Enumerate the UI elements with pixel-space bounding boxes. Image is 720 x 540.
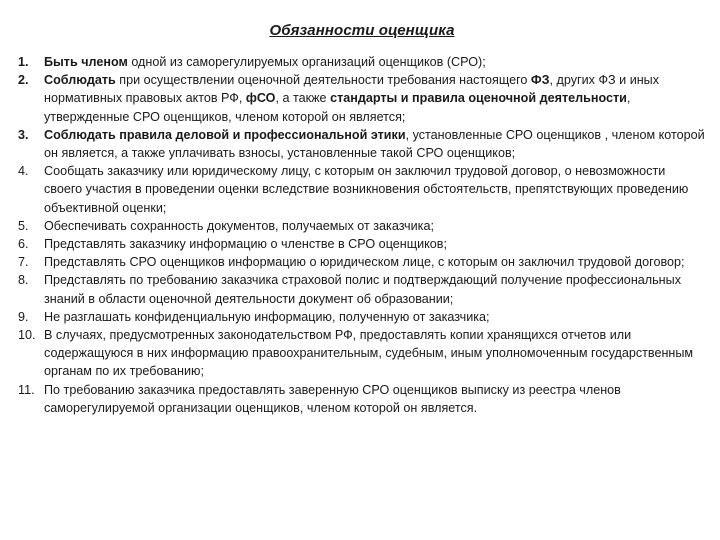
- list-item-number: 8.: [18, 273, 29, 288]
- list-item-text: Не разглашать конфиденциальную информацию, полученную от заказчика;: [44, 309, 490, 324]
- list-item-text: Представлять заказчику информацию о членстве в СРО оценщиков;: [44, 237, 447, 252]
- list-item-text: при осуществлении оценочной деятельности требования настоящего: [115, 73, 531, 88]
- list-item: [18, 162, 706, 217]
- list-item-text: Сообщать заказчику или юридическому лицу, с которым он заключил трудовой договор, о невозможности своего участия в проведении оценки вследствие возникновения обстоятельств, препятствующих проведению объективной оценки;: [44, 164, 689, 215]
- list-item-text: , установленные СРО оценщиков , членом которой он является, а также уплачивать взносы, установленные такой СРО оценщиков;: [44, 127, 705, 161]
- list-item: [18, 235, 706, 253]
- list-item: [18, 381, 706, 417]
- list-item-number: 4.: [18, 164, 29, 179]
- list-item-number: 3.: [18, 127, 29, 142]
- list-item-text: , а также: [275, 91, 331, 106]
- list-item-text: одной из саморегулируемых организаций оценщиков (СРО);: [127, 55, 486, 69]
- emphasis-text: Соблюдать: [44, 73, 116, 88]
- list-item-text: , утвержденные СРО оценщиков, членом которой он является;: [44, 91, 631, 124]
- list-item: [18, 271, 706, 307]
- list-item-text: , других ФЗ и иных нормативных правовых актов РФ,: [44, 73, 660, 106]
- emphasis-text: ФЗ: [530, 73, 550, 88]
- list-item: [18, 253, 706, 271]
- emphasis-text: Быть членом: [44, 55, 128, 69]
- page-title: Обязанности оценщика: [269, 22, 455, 39]
- list-item-number: 6.: [18, 237, 29, 252]
- list-item-text: Представлять по требованию заказчика страховой полис и подтверждающий получение профессиональных знаний в области оценочной деятельности документ об образовании;: [44, 273, 681, 306]
- list-item: [18, 126, 706, 162]
- list-item-text: Обеспечивать сохранность документов, получаемых от заказчика;: [44, 218, 434, 233]
- list-item-number: 10.: [18, 328, 36, 343]
- emphasis-text: стандарты и правила оценочной деятельности: [330, 91, 627, 106]
- list-item: [18, 71, 706, 126]
- list-item-number: 5.: [18, 218, 29, 233]
- list-item-number: 1.: [18, 55, 29, 69]
- list-item-text: В случаях, предусмотренных законодательством РФ, предоставлять копии хранящихся отчетов или содержащуюся в них информацию правоохранительным, судебным, иным уполномоченным государственным органам по их требованию;: [44, 328, 694, 379]
- list-item: [18, 53, 706, 71]
- list-item-number: 7.: [18, 255, 29, 270]
- list-item-text: По требованию заказчика предоставлять заверенную СРО оценщиков выписку из реестра членов саморегулируемой организации оценщиков, членом которой он является.: [44, 382, 621, 415]
- list-item: [18, 217, 706, 235]
- list-item-number: 11.: [18, 382, 35, 397]
- list-item: [18, 308, 706, 326]
- emphasis-text: Соблюдать правила деловой и профессиональной этики: [44, 127, 406, 142]
- list-item: [18, 326, 706, 381]
- duties-list: [18, 53, 706, 417]
- list-item-text: Представлять СРО оценщиков информацию о юридическом лице, с которым он заключил трудовой договор;: [44, 255, 685, 270]
- emphasis-text: фСО: [245, 91, 276, 106]
- list-item-number: 9.: [18, 309, 29, 324]
- list-item-number: 2.: [18, 73, 29, 88]
